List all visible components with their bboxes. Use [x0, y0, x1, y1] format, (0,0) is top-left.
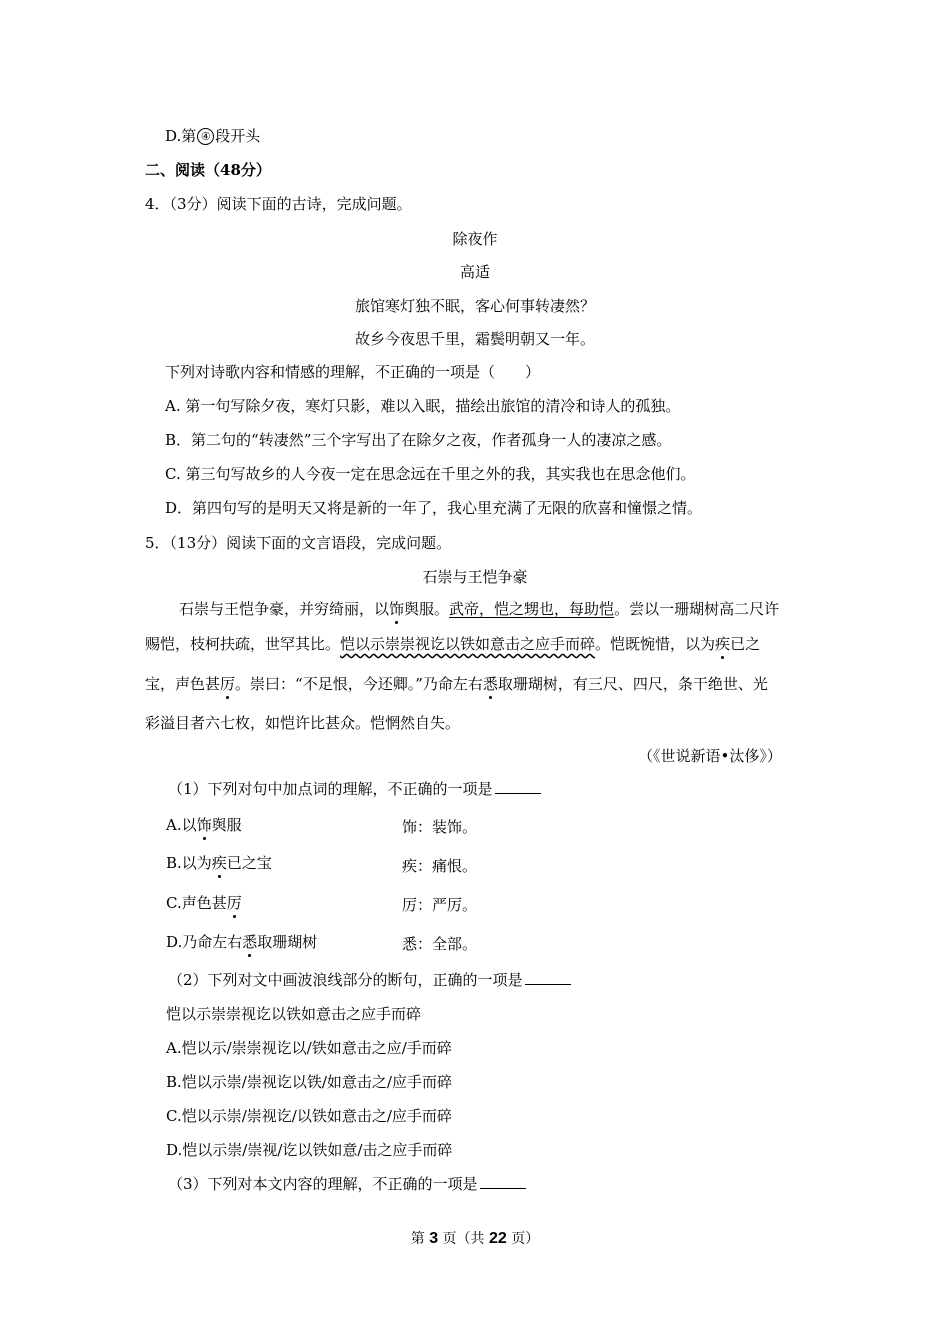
passage-text: 。恺既惋惜，以为 — [595, 635, 716, 653]
row-text: D.乃命左右 — [166, 933, 243, 951]
q3-option-d-suffix: 段开头 — [215, 127, 261, 145]
page-footer — [0, 1229, 950, 1249]
question-text: （3）下列对本文内容的理解，不正确的一项是 — [168, 1175, 478, 1193]
q5-prompt: 5．（13分）阅读下面的文言语段，完成问题。 — [145, 534, 452, 552]
q3-option-d — [165, 126, 260, 146]
passage-text: 石崇与王恺争豪，并穷绮丽，以 — [179, 600, 390, 618]
sub2-option-c: C.恺以示崇/崇视讫/以铁如意击之/应手而碎 — [166, 1107, 452, 1125]
answer-blank — [525, 970, 571, 985]
paragraph-number-circle: ④ — [197, 128, 214, 145]
q4-question: 下列对诗歌内容和情感的理解，不正确的一项是（ ） — [165, 363, 541, 381]
passage-source: （《世说新语•汰侈》） — [638, 747, 782, 765]
dotted-word: 厉 — [226, 894, 242, 912]
sub1-row-c — [166, 893, 242, 913]
total-pages: 22 — [489, 1230, 507, 1247]
sub1-row-b — [166, 853, 272, 873]
section-heading: 二、阅读（48分） — [145, 161, 271, 179]
sub1-gloss-b: 疾：痛恨。 — [402, 857, 478, 875]
sub1-gloss-c: 厉：严厉。 — [402, 896, 478, 914]
sub1-gloss-a: 饰：装饰。 — [402, 818, 478, 836]
passage-title: 石崇与王恺争豪 — [422, 568, 528, 586]
passage-line-3 — [145, 674, 768, 694]
footer-text: 第 — [410, 1231, 430, 1247]
row-text: B.以为 — [166, 854, 212, 872]
poem-line-1: 旅馆寒灯独不眠，客心何事转凄然？ — [354, 297, 595, 315]
dotted-word: 疾 — [715, 635, 731, 653]
row-text: 已之宝 — [226, 854, 272, 872]
wavy-underlined-sentence: 恺以示崇崇视讫以铁如意击之应手而碎 — [340, 635, 596, 653]
passage-text: 宝，声色甚 — [145, 675, 221, 693]
passage-text: 舆服。 — [404, 600, 450, 618]
sub1-row-a — [166, 815, 242, 835]
question-text: （1）下列对句中加点词的理解，不正确的一项是 — [168, 780, 493, 798]
q5-sub1-question — [168, 779, 541, 799]
q4-option-a: A. 第一句写除夕夜，寒灯只影，难以入眠，描绘出旅馆的清冷和诗人的孤独。 — [165, 397, 681, 415]
sub1-row-d — [166, 932, 317, 952]
sub1-gloss-d: 悉：全部。 — [402, 935, 478, 953]
dotted-word: 疾 — [211, 854, 227, 872]
question-text: （2）下列对文中画波浪线部分的断句，正确的一项是 — [168, 971, 523, 989]
sub2-option-a: A.恺以示/崇崇视讫以/铁如意击之应/手而碎 — [166, 1039, 452, 1057]
answer-blank — [495, 779, 541, 794]
answer-blank — [480, 1174, 526, 1189]
dotted-word: 饰 — [389, 600, 405, 618]
q3-option-d-prefix: D.第 — [165, 127, 197, 145]
q4-prompt: 4．（3分）阅读下面的古诗，完成问题。 — [145, 195, 412, 213]
passage-text: 。尝以一珊瑚树高二尺许 — [614, 600, 780, 618]
q5-sub3-question — [168, 1174, 526, 1194]
q5-sub2-question — [168, 970, 571, 990]
poem-line-2: 故乡今夜思千里，霜鬓明朝又一年。 — [354, 330, 595, 348]
row-text: 舆服 — [211, 816, 242, 834]
page-number: 3 — [429, 1230, 439, 1247]
underlined-phrase: 武帝，恺之甥也，每助恺 — [449, 600, 615, 618]
poem-title: 除夜作 — [452, 230, 498, 248]
dotted-word: 饰 — [196, 816, 212, 834]
passage-text: 赐恺，枝柯扶疏，世罕其比。 — [145, 635, 341, 653]
passage-text: 。崇曰：“不足恨，今还卿。”乃命左右 — [235, 675, 483, 693]
footer-text: 页（共 — [438, 1231, 489, 1247]
row-text: 取珊瑚树 — [257, 933, 318, 951]
row-text: A.以 — [166, 816, 197, 834]
passage-line-2 — [145, 634, 760, 654]
footer-text: 页） — [506, 1231, 540, 1247]
passage-line-4: 彩溢目者六七枚，如恺许比甚众。恺惘然自失。 — [145, 714, 461, 732]
sub2-option-b: B.恺以示崇/崇视讫以铁/如意击之/应手而碎 — [166, 1073, 452, 1091]
passage-text: 已之 — [730, 635, 761, 653]
passage-text: 取珊瑚树，有三尺、四尺，条干绝世、光 — [497, 675, 768, 693]
dotted-word: 悉 — [482, 675, 498, 693]
row-text: C.声色甚 — [166, 894, 227, 912]
dotted-word: 悉 — [242, 933, 258, 951]
sub2-sentence: 恺以示崇崇视讫以铁如意击之应手而碎 — [166, 1005, 422, 1023]
q4-option-d: D．第四句写的是明天又将是新的一年了，我心里充满了无限的欣喜和憧憬之情。 — [165, 499, 703, 517]
sub2-option-d: D.恺以示崇/崇视/讫以铁如意/击之应手而碎 — [166, 1141, 453, 1159]
passage-line-1 — [179, 599, 779, 619]
q4-option-b: B．第二句的“转凄然”三个字写出了在除夕之夜，作者孤身一人的凄凉之感。 — [165, 431, 672, 449]
q4-option-c: C. 第三句写故乡的人今夜一定在思念远在千里之外的我，其实我也在思念他们。 — [165, 465, 696, 483]
dotted-word: 厉 — [220, 675, 236, 693]
poem-author: 高适 — [459, 263, 490, 281]
